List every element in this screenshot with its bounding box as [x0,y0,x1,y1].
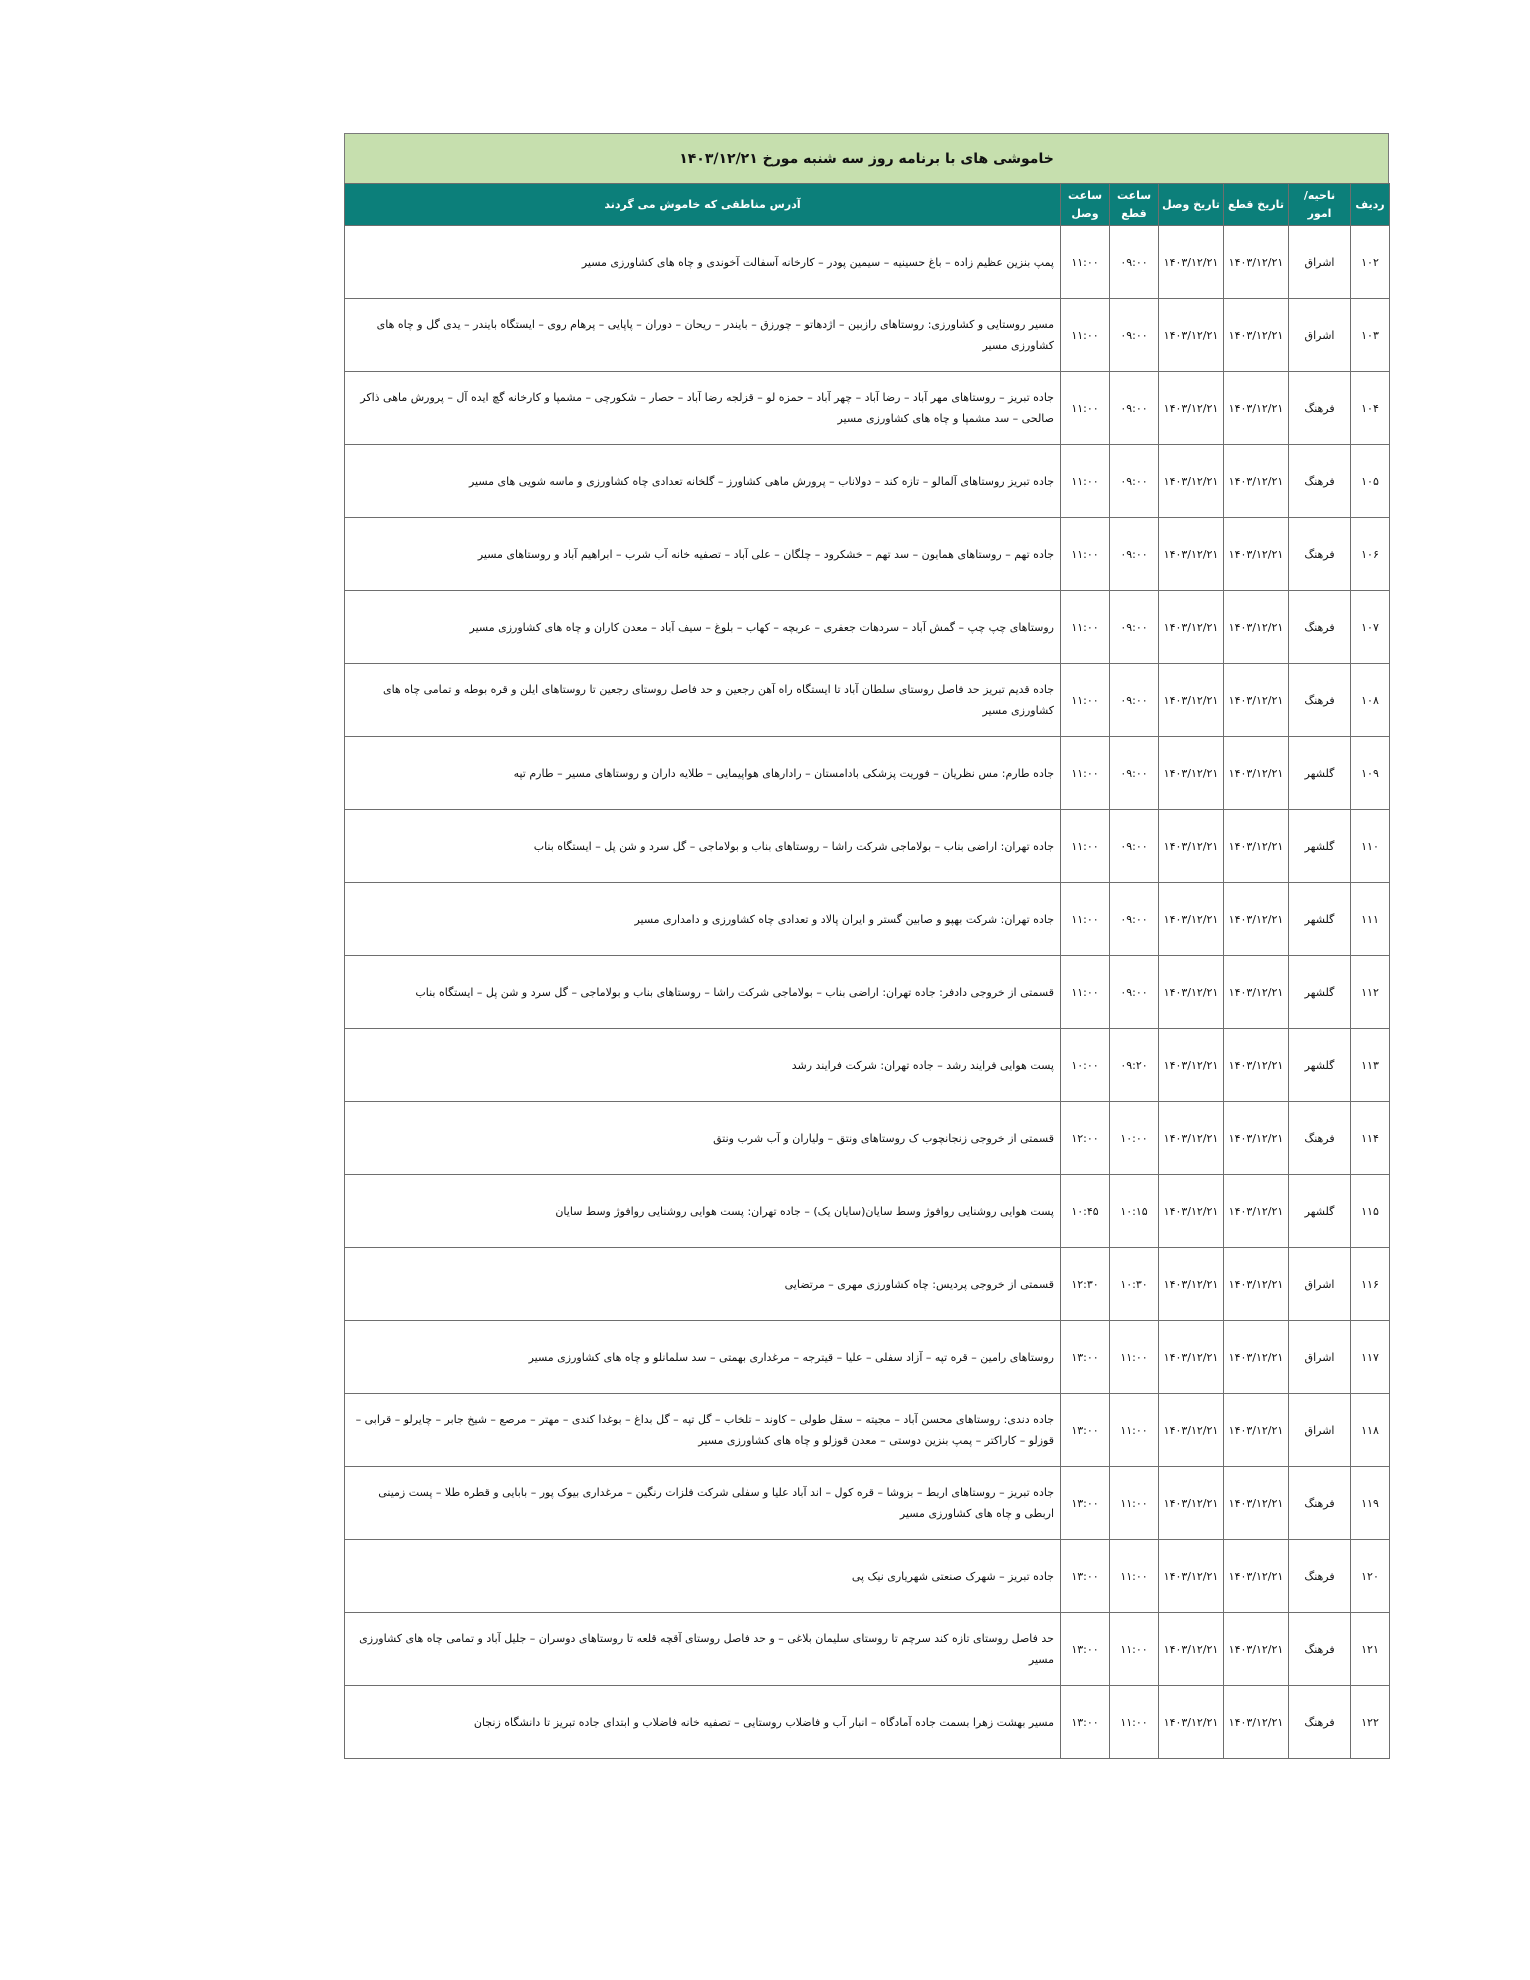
cut-date-cell: ۱۴۰۳/۱۲/۲۱ [1224,1613,1289,1686]
cut-date-cell: ۱۴۰۳/۱۲/۲۱ [1224,737,1289,810]
table-row [345,591,1390,664]
area-cell: اشراق [1289,1394,1351,1467]
cut-time-cell: ۱۰:۱۵ [1110,1175,1159,1248]
area-cell: فرهنگ [1289,1467,1351,1540]
address-cell: روستاهای چپ چپ – گمش آباد – سردهات جعفری – عربچه – کهاب – بلوغ – سیف آباد – معدن کاران و چاه های کشاورزی مسیر [345,591,1061,664]
table-row [345,445,1390,518]
cut-date-cell: ۱۴۰۳/۱۲/۲۱ [1224,372,1289,445]
row-number-cell: ۱۲۱ [1351,1613,1390,1686]
table-row [345,883,1390,956]
area-cell: گلشهر [1289,737,1351,810]
connect-date-cell: ۱۴۰۳/۱۲/۲۱ [1159,1467,1224,1540]
row-number-cell: ۱۱۱ [1351,883,1390,956]
cut-time-cell: ۰۹:۰۰ [1110,810,1159,883]
table-row [345,810,1390,883]
cut-date-cell: ۱۴۰۳/۱۲/۲۱ [1224,445,1289,518]
table-row [345,299,1390,372]
connect-time-cell: ۱۱:۰۰ [1061,810,1110,883]
row-number-cell: ۱۲۰ [1351,1540,1390,1613]
table-row [345,1175,1390,1248]
area-cell: فرهنگ [1289,445,1351,518]
connect-date-cell: ۱۴۰۳/۱۲/۲۱ [1159,445,1224,518]
connect-time-cell: ۱۱:۰۰ [1061,518,1110,591]
connect-date-cell: ۱۴۰۳/۱۲/۲۱ [1159,1686,1224,1759]
address-cell: حد فاصل روستای تازه کند سرچم تا روستای سلیمان بلاغی – و حد فاصل روستای آقچه قلعه تا روستاهای دوسران – جلیل آباد و تمامی چاه های کشاورزی مسیر [345,1613,1061,1686]
address-cell: جاده تبریز – روستاهای اربط – بزوشا – قره کول – اند آباد علیا و سفلی شرکت فلزات رنگین – مرغداری بیوک پور – بابایی و قطره طلا – پست زمینی اربطی و چاه های کشاورزی مسیر [345,1467,1061,1540]
table-row [345,1248,1390,1321]
col-header-connect-time: ساعت وصل [1061,184,1110,226]
row-number-cell: ۱۱۷ [1351,1321,1390,1394]
row-number-cell: ۱۱۳ [1351,1029,1390,1102]
row-number-cell: ۱۱۲ [1351,956,1390,1029]
row-number-cell: ۱۰۳ [1351,299,1390,372]
outage-schedule-sheet [344,133,1389,1759]
col-header-cut-date: تاریخ قطع [1224,184,1289,226]
row-number-cell: ۱۱۶ [1351,1248,1390,1321]
table-row [345,956,1390,1029]
cut-date-cell: ۱۴۰۳/۱۲/۲۱ [1224,810,1289,883]
connect-time-cell: ۱۱:۰۰ [1061,372,1110,445]
area-cell: فرهنگ [1289,664,1351,737]
area-cell: فرهنگ [1289,1613,1351,1686]
connect-date-cell: ۱۴۰۳/۱۲/۲۱ [1159,1613,1224,1686]
connect-time-cell: ۱۳:۰۰ [1061,1613,1110,1686]
address-cell: قسمتی از خروجی زنجانچوب ک روستاهای ونتق – ولیاران و آب شرب ونتق [345,1102,1061,1175]
cut-time-cell: ۰۹:۰۰ [1110,518,1159,591]
connect-date-cell: ۱۴۰۳/۱۲/۲۱ [1159,226,1224,299]
table-row [345,1029,1390,1102]
row-number-cell: ۱۰۸ [1351,664,1390,737]
connect-date-cell: ۱۴۰۳/۱۲/۲۱ [1159,810,1224,883]
row-number-cell: ۱۰۵ [1351,445,1390,518]
area-cell: فرهنگ [1289,591,1351,664]
area-cell: فرهنگ [1289,1540,1351,1613]
connect-date-cell: ۱۴۰۳/۱۲/۲۱ [1159,1175,1224,1248]
area-cell: فرهنگ [1289,518,1351,591]
address-cell: پست هوایی فرایند رشد – جاده تهران: شرکت فرایند رشد [345,1029,1061,1102]
table-row [345,1394,1390,1467]
area-cell: گلشهر [1289,883,1351,956]
cut-time-cell: ۱۱:۰۰ [1110,1321,1159,1394]
connect-date-cell: ۱۴۰۳/۱۲/۲۱ [1159,664,1224,737]
table-row [345,372,1390,445]
connect-date-cell: ۱۴۰۳/۱۲/۲۱ [1159,956,1224,1029]
address-cell: پمپ بنزین عظیم زاده – باغ حسینیه – سیمین پودر – کارخانه آسفالت آخوندی و چاه های کشاورزی مسیر [345,226,1061,299]
cut-time-cell: ۰۹:۰۰ [1110,956,1159,1029]
connect-date-cell: ۱۴۰۳/۱۲/۲۱ [1159,1102,1224,1175]
connect-date-cell: ۱۴۰۳/۱۲/۲۱ [1159,1540,1224,1613]
cut-date-cell: ۱۴۰۳/۱۲/۲۱ [1224,956,1289,1029]
table-row [345,1467,1390,1540]
area-cell: اشراق [1289,1321,1351,1394]
row-number-cell: ۱۲۲ [1351,1686,1390,1759]
cut-time-cell: ۰۹:۰۰ [1110,226,1159,299]
address-cell: روستاهای رامین – قره تپه – آزاد سفلی – علیا – قیترجه – مرغداری بهمتی – سد سلمانلو و چاه های کشاورزی مسیر [345,1321,1061,1394]
connect-date-cell: ۱۴۰۳/۱۲/۲۱ [1159,737,1224,810]
connect-time-cell: ۱۱:۰۰ [1061,226,1110,299]
connect-time-cell: ۱۳:۰۰ [1061,1686,1110,1759]
connect-time-cell: ۱۱:۰۰ [1061,737,1110,810]
cut-time-cell: ۰۹:۰۰ [1110,445,1159,518]
table-row [345,518,1390,591]
connect-time-cell: ۱۱:۰۰ [1061,445,1110,518]
cut-date-cell: ۱۴۰۳/۱۲/۲۱ [1224,518,1289,591]
connect-time-cell: ۱۳:۰۰ [1061,1321,1110,1394]
cut-time-cell: ۱۱:۰۰ [1110,1686,1159,1759]
cut-date-cell: ۱۴۰۳/۱۲/۲۱ [1224,1102,1289,1175]
connect-time-cell: ۱۳:۰۰ [1061,1540,1110,1613]
cut-date-cell: ۱۴۰۳/۱۲/۲۱ [1224,1175,1289,1248]
table-row [345,1321,1390,1394]
address-cell: جاده تبریز روستاهای آلمالو – تازه کند – دولاناب – پرورش ماهی کشاورز – گلخانه تعدادی چاه کشاورزی و ماسه شویی های مسیر [345,445,1061,518]
connect-time-cell: ۱۳:۰۰ [1061,1467,1110,1540]
area-cell: فرهنگ [1289,372,1351,445]
address-cell: مسیر بهشت زهرا بسمت جاده آمادگاه – انبار آب و فاضلاب روستایی – تصفیه خانه فاضلاب و ابتدای جاده تبریز تا دانشگاه زنجان [345,1686,1061,1759]
table-body [345,226,1390,1759]
area-cell: فرهنگ [1289,1102,1351,1175]
row-number-cell: ۱۱۹ [1351,1467,1390,1540]
area-cell: گلشهر [1289,1175,1351,1248]
col-header-cut-time: ساعت قطع [1110,184,1159,226]
area-cell: اشراق [1289,299,1351,372]
connect-time-cell: ۱۱:۰۰ [1061,299,1110,372]
connect-time-cell: ۱۰:۴۵ [1061,1175,1110,1248]
connect-time-cell: ۱۲:۳۰ [1061,1248,1110,1321]
connect-time-cell: ۱۲:۰۰ [1061,1102,1110,1175]
col-header-area: ناحیه/امور [1289,184,1351,226]
connect-date-cell: ۱۴۰۳/۱۲/۲۱ [1159,299,1224,372]
cut-time-cell: ۱۱:۰۰ [1110,1467,1159,1540]
table-row [345,226,1390,299]
connect-time-cell: ۱۱:۰۰ [1061,664,1110,737]
table-row [345,1102,1390,1175]
col-header-connect-date: تاریخ وصل [1159,184,1224,226]
cut-date-cell: ۱۴۰۳/۱۲/۲۱ [1224,591,1289,664]
schedule-title: خاموشی های با برنامه روز سه شنبه مورخ ۱۴۰۳/۱۲/۲۱ [344,133,1389,183]
cut-date-cell: ۱۴۰۳/۱۲/۲۱ [1224,883,1289,956]
cut-time-cell: ۰۹:۰۰ [1110,737,1159,810]
address-cell: پست هوایی روشنایی روافوژ وسط سایان(سایان یک) – جاده تهران: پست هوایی روشنایی روافوژ وسط سایان [345,1175,1061,1248]
table-row [345,1686,1390,1759]
area-cell: گلشهر [1289,956,1351,1029]
cut-time-cell: ۱۰:۰۰ [1110,1102,1159,1175]
area-cell: گلشهر [1289,1029,1351,1102]
connect-time-cell: ۱۱:۰۰ [1061,591,1110,664]
cut-time-cell: ۰۹:۰۰ [1110,664,1159,737]
connect-date-cell: ۱۴۰۳/۱۲/۲۱ [1159,1029,1224,1102]
row-number-cell: ۱۱۸ [1351,1394,1390,1467]
cut-date-cell: ۱۴۰۳/۱۲/۲۱ [1224,1540,1289,1613]
connect-time-cell: ۱۰:۰۰ [1061,1029,1110,1102]
cut-date-cell: ۱۴۰۳/۱۲/۲۱ [1224,664,1289,737]
row-number-cell: ۱۱۰ [1351,810,1390,883]
cut-date-cell: ۱۴۰۳/۱۲/۲۱ [1224,1248,1289,1321]
cut-date-cell: ۱۴۰۳/۱۲/۲۱ [1224,1394,1289,1467]
row-number-cell: ۱۰۷ [1351,591,1390,664]
connect-date-cell: ۱۴۰۳/۱۲/۲۱ [1159,883,1224,956]
connect-time-cell: ۱۱:۰۰ [1061,956,1110,1029]
address-cell: جاده تهران: اراضی بناب – بولاماجی شرکت راشا – روستاهای بناب و بولاماجی – گل سرد و شن پل – ایستگاه بناب [345,810,1061,883]
connect-date-cell: ۱۴۰۳/۱۲/۲۱ [1159,1248,1224,1321]
cut-time-cell: ۱۱:۰۰ [1110,1540,1159,1613]
cut-time-cell: ۱۰:۳۰ [1110,1248,1159,1321]
cut-time-cell: ۰۹:۰۰ [1110,299,1159,372]
address-cell: جاده تبریز – شهرک صنعتی شهریاری نیک پی [345,1540,1061,1613]
table-row [345,1540,1390,1613]
address-cell: جاده تهران: شرکت بهپو و صابین گستر و ایران پالاد و تعدادی چاه کشاورزی و دامداری مسیر [345,883,1061,956]
table-row [345,1613,1390,1686]
cut-time-cell: ۱۱:۰۰ [1110,1613,1159,1686]
address-cell: جاده قدیم تبریز حد فاصل روستای سلطان آباد تا ایستگاه راه آهن رجعین و حد فاصل روستای رجعین تا روستاهای ایلن و قره بوطه و تمامی چاه های کشاورزی مسیر [345,664,1061,737]
connect-time-cell: ۱۳:۰۰ [1061,1394,1110,1467]
table-header-row [345,184,1390,226]
cut-time-cell: ۰۹:۰۰ [1110,883,1159,956]
cut-time-cell: ۰۹:۰۰ [1110,591,1159,664]
connect-date-cell: ۱۴۰۳/۱۲/۲۱ [1159,1321,1224,1394]
table-row [345,664,1390,737]
cut-date-cell: ۱۴۰۳/۱۲/۲۱ [1224,226,1289,299]
cut-date-cell: ۱۴۰۳/۱۲/۲۱ [1224,299,1289,372]
connect-date-cell: ۱۴۰۳/۱۲/۲۱ [1159,1394,1224,1467]
row-number-cell: ۱۱۵ [1351,1175,1390,1248]
cut-time-cell: ۰۹:۲۰ [1110,1029,1159,1102]
row-number-cell: ۱۰۹ [1351,737,1390,810]
row-number-cell: ۱۰۴ [1351,372,1390,445]
table-row [345,737,1390,810]
connect-date-cell: ۱۴۰۳/۱۲/۲۱ [1159,518,1224,591]
address-cell: جاده تبریز – روستاهای مهر آباد – رضا آباد – چهر آباد – حمزه لو – قزلجه رضا آباد – حصار – شکورچی – مشمپا و کارخانه گچ ایده آل – پرورش ماهی ذاکر صالحی – سد مشمپا و چاه های کشاورزی مسیر [345,372,1061,445]
area-cell: فرهنگ [1289,1686,1351,1759]
row-number-cell: ۱۰۶ [1351,518,1390,591]
address-cell: قسمتی از خروجی پردیس: چاه کشاورزی مهری – مرتضایی [345,1248,1061,1321]
connect-date-cell: ۱۴۰۳/۱۲/۲۱ [1159,591,1224,664]
area-cell: گلشهر [1289,810,1351,883]
area-cell: اشراق [1289,1248,1351,1321]
cut-time-cell: ۱۱:۰۰ [1110,1394,1159,1467]
area-cell: اشراق [1289,226,1351,299]
address-cell: قسمتی از خروجی دادفر: جاده تهران: اراضی بناب – بولاماجی شرکت راشا – روستاهای بناب و بولاماجی – گل سرد و شن پل – ایستگاه بناب [345,956,1061,1029]
cut-date-cell: ۱۴۰۳/۱۲/۲۱ [1224,1029,1289,1102]
cut-date-cell: ۱۴۰۳/۱۲/۲۱ [1224,1686,1289,1759]
outage-table [344,183,1390,1759]
row-number-cell: ۱۰۲ [1351,226,1390,299]
address-cell: جاده دندی: روستاهای محسن آباد – مجیته – سقل طولی – کاوند – تلخاب – گل تپه – گل بداغ – بوغدا کندی – مهتر – مرصع – شیخ جابر – چایرلو – قرابی – قوزلو – کاراکتر – پمپ بنزین دوستی – معدن قوزلو و چاه های کشاورزی مسیر [345,1394,1061,1467]
row-number-cell: ۱۱۴ [1351,1102,1390,1175]
cut-date-cell: ۱۴۰۳/۱۲/۲۱ [1224,1467,1289,1540]
col-header-row-number: ردیف [1351,184,1390,226]
cut-time-cell: ۰۹:۰۰ [1110,372,1159,445]
cut-date-cell: ۱۴۰۳/۱۲/۲۱ [1224,1321,1289,1394]
connect-date-cell: ۱۴۰۳/۱۲/۲۱ [1159,372,1224,445]
address-cell: جاده تهم – روستاهای همایون – سد تهم – خشکرود – چلگان – علی آباد – تصفیه خانه آب شرب – ابراهیم آباد و روستاهای مسیر [345,518,1061,591]
address-cell: جاده طارم: مس نظریان – فوریت پزشکی بادامستان – رادارهای هواپیمایی – طلایه داران و روستاهای مسیر – طارم تپه [345,737,1061,810]
connect-time-cell: ۱۱:۰۰ [1061,883,1110,956]
address-cell: مسیر روستایی و کشاورزی: روستاهای رازبین – اژدهاتو – چورزق – بایندر – ریحان – دوران – پاپایی – پرهام روی – ایستگاه بایندر – یدی گل و چاه های کشاورزی مسیر [345,299,1061,372]
col-header-address: آدرس مناطقی که خاموش می گردند [345,184,1061,226]
